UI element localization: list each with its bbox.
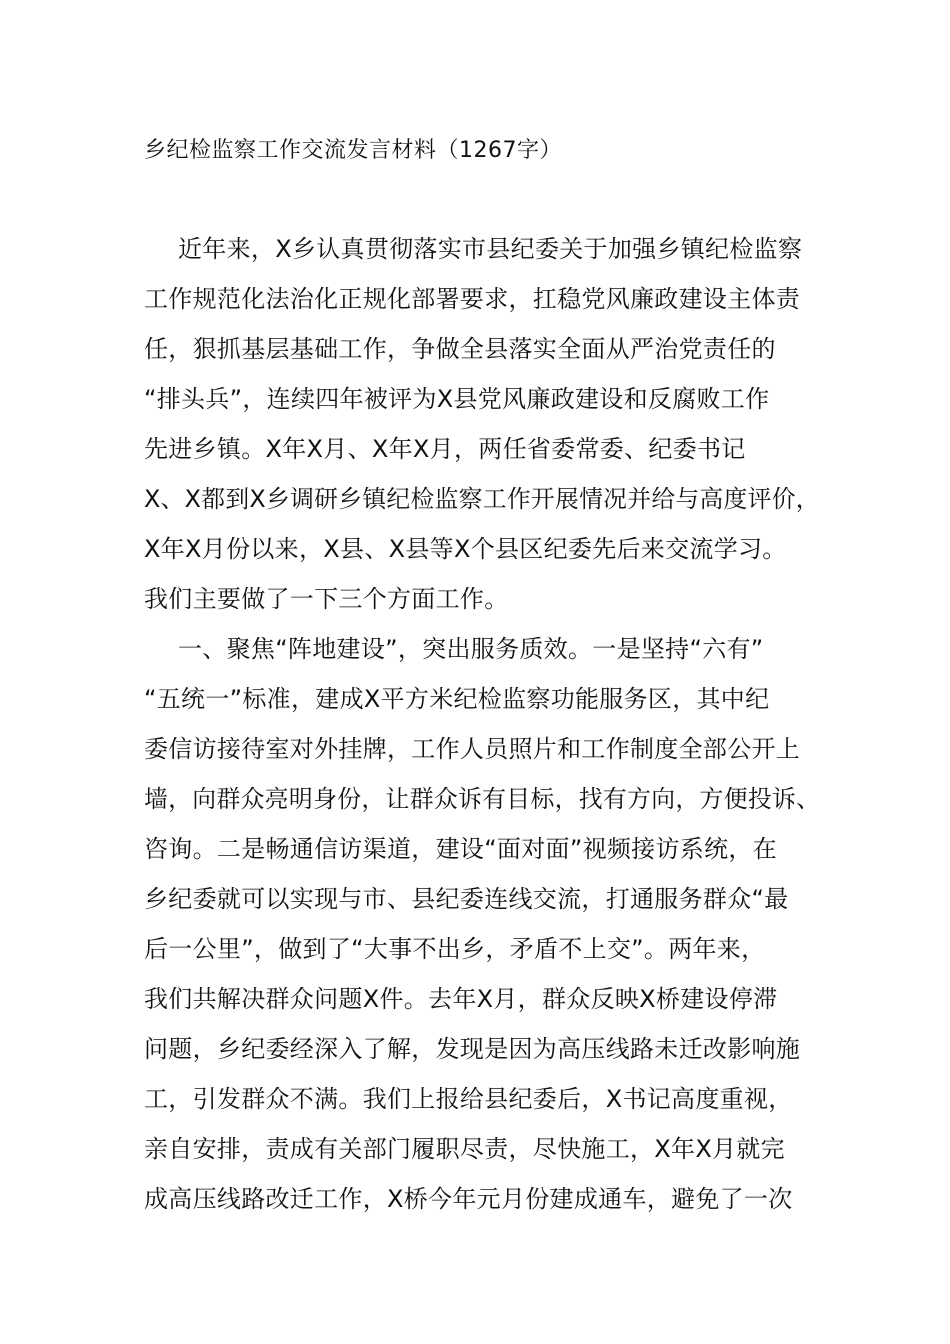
body-line: “五统一”标准，建成X平方米纪检监察功能服务区，其中纪 [144,685,770,713]
body-line: 工，引发群众不满。我们上报给县纪委后，X书记高度重视， [144,1085,793,1113]
body-line: X、X都到X乡调研乡镇纪检监察工作开展情况并给与高度评价， [144,485,820,513]
body-line: “排头兵”，连续四年被评为X县党风廉政建设和反腐败工作 [144,385,770,413]
body-line: 先进乡镇。X年X月、X年X月，两任省委常委、纪委书记 [144,435,746,463]
body-line: X年X月份以来，X县、X县等X个县区纪委先后来交流学习。 [144,535,787,563]
body-line: 乡纪委就可以实现与市、县纪委连线交流，打通服务群众“最 [144,885,789,913]
body-line: 亲自安排，责成有关部门履职尽责，尽快施工，X年X月就完 [144,1135,785,1163]
body-line: 咨询。二是畅通信访渠道，建设“面对面”视频接访系统，在 [144,835,777,863]
body-line: 任，狠抓基层基础工作，争做全县落实全面从严治党责任的 [144,335,776,363]
body-line: 委信访接待室对外挂牌，工作人员照片和工作制度全部公开上 [144,735,801,763]
body-line: 工作规范化法治化正规化部署要求，扛稳党风廉政建设主体责 [144,285,801,313]
body-line: 一、聚焦“阵地建设”，突出服务质效。一是坚持“六有” [178,635,764,663]
body-line: 我们共解决群众问题X件。去年X月，群众反映X桥建设停滞 [144,985,778,1013]
body-line: 近年来，X乡认真贯彻落实市县纪委关于加强乡镇纪检监察 [178,235,803,263]
body-line: 问题，乡纪委经深入了解，发现是因为高压线路未迁改影响施 [144,1035,801,1063]
body-line: 成高压线路改迁工作，X桥今年元月份建成通车，避免了一次 [144,1185,793,1213]
body-line: 后一公里”，做到了“大事不出乡，矛盾不上交”。两年来， [144,935,766,963]
body-line: 我们主要做了一下三个方面工作。 [144,585,509,613]
document-title: 乡纪检监察工作交流发言材料（1267字） [144,138,562,163]
body-line: 墙，向群众亮明身份，让群众诉有目标，找有方向，方便投诉、 [144,785,821,813]
